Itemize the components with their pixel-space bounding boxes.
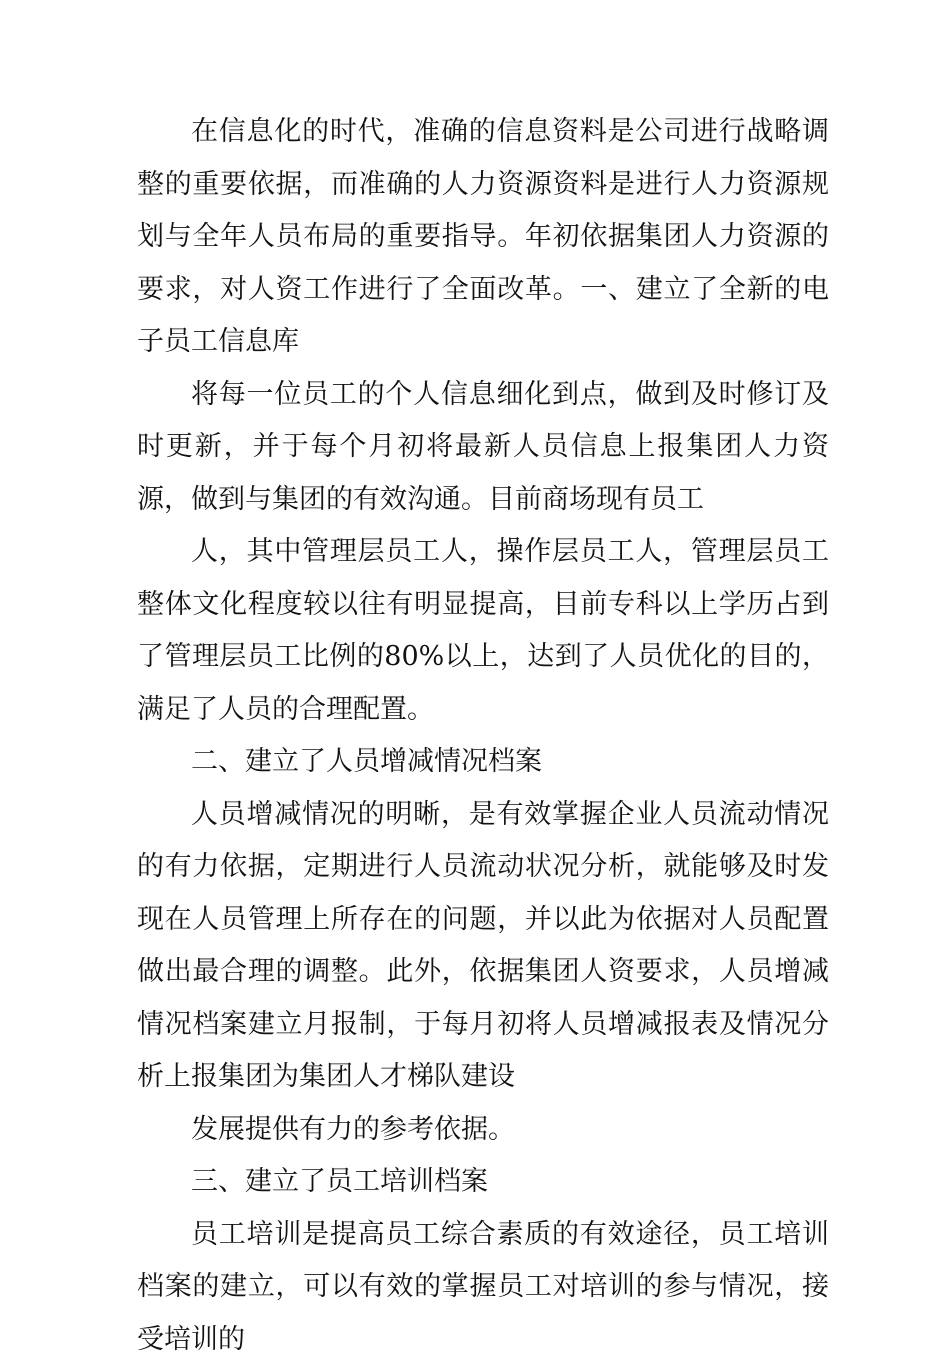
paragraph-intro: 在信息化的时代，准确的信息资料是公司进行战略调整的重要依据，而准确的人力资源资料是进行人力资源规划与全年人员布局的重要指导。年初依据集团人力资源的要求，对人资工作进行了全面改革。一、建立了全新的电子员工信息库	[137, 106, 829, 369]
section-heading-2: 二、建立了人员增减情况档案	[137, 736, 829, 789]
document-body	[137, 106, 829, 1366]
paragraph-staff-structure: 人，其中管理层员工人，操作层员工人，管理层员工整体文化程度较以往有明显提高，目前专科以上学历占到了管理层员工比例的80%以上，达到了人员优化的目的，满足了人员的合理配置。	[137, 526, 829, 736]
paragraph-training: 员工培训是提高员工综合素质的有效途径，员工培训档案的建立，可以有效的掌握员工对培训的参与情况，接受培训的	[137, 1209, 829, 1366]
paragraph-employee-info: 将每一位员工的个人信息细化到点，做到及时修订及时更新，并于每个月初将最新人员信息上报集团人力资源，做到与集团的有效沟通。目前商场现有员工	[137, 369, 829, 527]
paragraph-development: 发展提供有力的参考依据。	[137, 1104, 829, 1157]
paragraph-staff-changes: 人员增减情况的明晰，是有效掌握企业人员流动情况的有力依据，定期进行人员流动状况分析，就能够及时发现在人员管理上所存在的问题，并以此为依据对人员配置做出最合理的调整。此外，依据集团人资要求，人员增减情况档案建立月报制，于每月初将人员增减报表及情况分析上报集团为集团人才梯队建设	[137, 789, 829, 1104]
section-heading-3: 三、建立了员工培训档案	[137, 1156, 829, 1209]
